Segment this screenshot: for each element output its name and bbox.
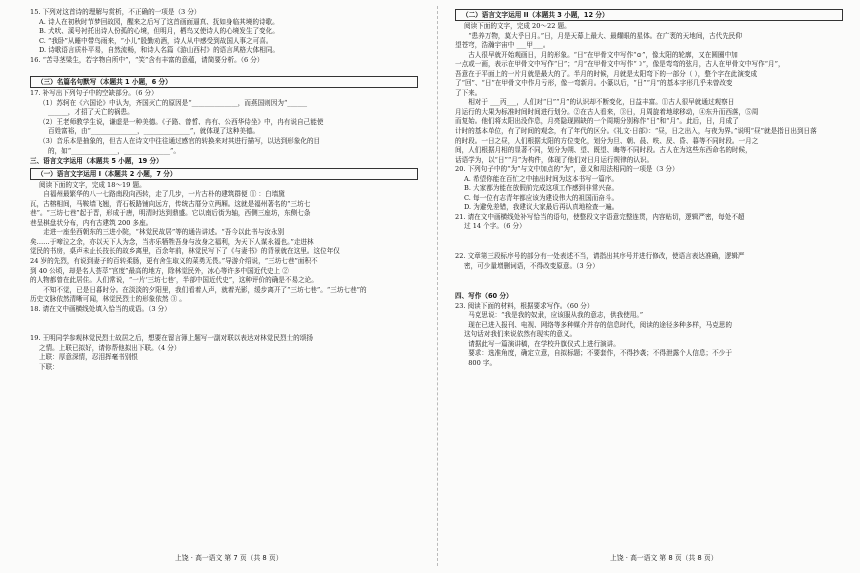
passage-1-line: 历史文脉依然清晰可闻，林觉民烈士的形象依然 ③ 。 [30, 295, 186, 304]
q23-requirement-line3: 800 字。 [468, 358, 497, 367]
passage-1-line: 不知不觉，已是日暮时分。在淡淡的夕阳里，我们看着人声，就着光影，缓步离开了“三坊七巷”。“三坊七巷”的 [43, 285, 367, 294]
q20-stem: 20. 下列句子中的“为”与文中加点的“为”，意义和用法相同的一项是（3 分） [455, 165, 679, 174]
part-4-heading: 四、写作（60 分） [455, 292, 513, 301]
q17-item1-line2: ______，才招了天亡的祸患。 [48, 108, 134, 117]
passage-2-line: 了下来。 [455, 88, 482, 97]
q23-material-line2: 现在已进入报刊、电视、网络等多种媒介并存的信息时代，阅读的途径多种多样，马克思的 [468, 320, 732, 329]
q19-lower-couplet: 下联： [39, 362, 59, 371]
q17-item3-line1: （3）音乐本是抽象的，但古人在诗文中往往通过感官的转换来对其进行描写，以达到形象化的目 [39, 137, 321, 146]
q16-stem: 16. “苦寻茎梁生，若字物自所中”，“笑”含有丰富的意蕴，请简要分析。（6 分） [30, 55, 264, 64]
left-page [30, 8, 418, 373]
passage-1-line: 24 岁的先烈，有说到妻子的百转柔肠，更有舍生取义的菜勇无畏。”导游介绍说，“三坊七巷”面积不 [30, 257, 318, 266]
q15-option-d: D. 诗歌语言质朴平易，自然流畅，和诗人名篇《游山西村》的语言风格大体相同。 [39, 46, 280, 55]
passage-2-line: 一点或一画，表示在甲骨文中写作“日”；“月”在甲骨文中写作“☽”，像是弯弯的弦月，古人在甲骨文中写作“月”， [455, 60, 785, 69]
passage-1-line: 走进一座坐西朝东的三进小院，“林觉民故居”等的通告讲述。“吾今以此书与汝永别 [43, 228, 285, 237]
q20-option-d: D. 为避免差错，我建议大家最后再认真地检查一遍。 [464, 203, 619, 212]
q19-stem-line1: 19. 王明同学参观林觉民烈士故居之后，想要在留言簿上题写一副对联以表达对林觉民烈士的颂扬 [30, 334, 313, 343]
q17-item1-line1: （1）苏轲在《六国论》中认为，齐国灭亡的原因是“______________，而燕国则因为“______ [39, 98, 308, 107]
q17-item3-line2: 的，如“______________，______________”。 [48, 146, 181, 155]
subsection-1-title: （一）语言文字运用 I（本题共 2 小题，7 分） [30, 168, 418, 180]
q23-requirement-line2: 要求：选准角度，确定立意，自拟标题；不要套作，不得抄袭；不得泄露个人信息；不少于 [468, 349, 732, 358]
q18-stem: 18. 请在文中画横线处填入恰当的成语。（3 分） [30, 304, 171, 313]
q20-option-b: B. 大家都为能在放假前完成这项工作感到非常兴奋。 [464, 184, 619, 193]
q19-stem-line2: 之情。上联已拟好，请你帮他拟出下联。（4 分） [39, 343, 181, 352]
passage-1-line: 自福州最繁华的八一七路南段向西转，走了几步，一片古朴的建筑群便 ① ：白墙黛 [43, 190, 285, 199]
page-footer-left: 上饶 · 高一语文 第 7 页（共 8 页） [175, 554, 283, 562]
q23-stem: 23. 阅读下面的材料，根据要求写作。（60 分） [455, 301, 594, 310]
q23-requirement-line1: 请据此写一篇演讲稿，在学校升旗仪式上进行演讲。 [468, 339, 620, 348]
passage-2-line: 间，人们根据月相的显著不同，划分为朔、望、既望、晦等不同时段。古人在为这些东西命名的时候， [455, 146, 752, 155]
subsection-2-title: （二）语言文字运用 II（本题共 3 小题，12 分） [455, 9, 843, 21]
q15-option-a: A. 诗人在初秋时节梦回故园，醒来之后写了这首画面逼真、抚如身临其境的诗歌。 [39, 17, 279, 26]
page-footer-right: 上饶 · 高一语文 第 8 页（共 8 页） [610, 554, 718, 562]
passage-1-line: 到 40 公顷，却是名人荟萃“宫度”最高的地方，除林觉民外，冰心等许多中国近代史上 ② [30, 266, 289, 275]
reading-instruction-1: 阅读下面的文字，完成 18～19 题。 [39, 180, 146, 189]
q19-upper-couplet: 上联：厚意深情，忍泪挥毫书别恨 [39, 353, 138, 362]
passage-2-line: 计时的基本单位，有了时间的观念，有了年代的区分。《礼文·日部》：“昼，日之出入，与夜为界。”说明“昼”就是指日出到日落 [455, 127, 817, 136]
passage-2-line: 古人很早就开始观画日，月的形象。“日”在甲骨文中写作“⊙”，像太阳的轮廓，又在圆圈中加 [468, 50, 738, 59]
passage-1-line: 瓦，古榕相间，马鞍墙飞翘，青石板路铺向远方，传统古厝分立两厢。这就是福州著名的“三坊七 [30, 199, 311, 208]
passage-2-line: “患养万物，莫大乎日月。”日，月是天幕上最大、最耀眼的星体。在广袤的天地间，古代先民仰 [468, 31, 742, 40]
q20-option-c: C. 每一位有志青年都应该为建设伟大的祖国而奋斗。 [464, 193, 619, 202]
passage-2-line: 吾意在于平面上的一片月就是最大的了。半月的时候，月就是太阳弯下的一部分（ ），整个字在此演变成 [455, 69, 758, 78]
q21-stem-line1: 21. 请在文中画横线处补写恰当的语句，使整段文字语意完整连贯，内容贴切，逻辑严密，每处不超 [455, 212, 745, 221]
reading-instruction-2: 阅读下面的文字，完成 20～22 题。 [464, 22, 571, 30]
passage-1 [30, 190, 418, 305]
q23-material-line1: 马克思说：“我是我的奴隶，应该服从我的意志，供我使用。” [468, 311, 644, 320]
passage-1-line: 巷呈棋盘状分布，内有古建筑 200 多座。 [30, 218, 153, 227]
passage-2 [455, 32, 843, 166]
passage-1-line: 矣……于啼泣之余，亦以天下人为念，当亦乐牺牲吾身与汝身之福利，为天下人谋永福也。”走进林 [30, 237, 314, 246]
q23-material-line3: 这句话对我们来说依然有现实的意义。 [464, 330, 577, 339]
q15-option-c: C. “我卧”从睡中带鸟雨来，“小儿”股勤劝酒，诗人从中感受到故国人事之可喜。 [39, 36, 273, 45]
passage-2-line: 话语学为，以“日”“月”为构件，体现了他们对日月运行规律的认识。 [455, 155, 654, 164]
passage-2-line: 而复始。他们将太阳出没作息，月亮隐现圆缺的一个周期分别称作“日”和“月”。此后，日，月成了 [455, 117, 739, 126]
passage-1-line: 巷”。“三坊七巷”起于晋，形成于唐，明清时达到鼎盛。它以南后街为轴，西侧三座坊，东侧七条 [30, 209, 311, 218]
passage-1-line: 觉民的书房，桌声未止长技长的故乡离里，百余年前，林觉民写下了《与妻书》的背景就在这里。这位年仅 [30, 247, 340, 256]
q20-option-a: A. 希望你能在百忙之中抽出时间为这本书写一篇序。 [464, 174, 619, 183]
q17-item2-line1: （2）王老师教学生说，谦虚是一种美德。《子路、曾皙、冉有、公西华侍坐》中，冉有说自己能使 [39, 117, 324, 126]
page-divider [437, 6, 438, 566]
passage-2-line: 了“回”、“日”在甲骨文中作月亏形，像一弯新月。小篆以后，“日”“月”的基本字形几乎未曾改变 [455, 79, 733, 88]
right-page [455, 8, 843, 369]
passage-2-line: 望苍穹，浩瀚宇宙中 ___甲___。 [455, 41, 550, 50]
passage-2-line: 月运行的大果为标准时间时间进行划分。②在古人看来，③日，月周旋着地球移动，④东升而西落，⑤周 [455, 107, 759, 116]
section-3-title: （三）名篇名句默写（本题共 1 小题，6 分） [30, 76, 418, 88]
passage-2-line: 相对于 ___丙___，人们对“日”“月”的认识却不断变化，日益丰富。①古人很早就通过观察日 [468, 98, 735, 107]
passage-2-line: 的时段。一日之昼，人们根据太阳的方位变化，划分为旦、朝、晨、昳、昃、昏、暮等不同时段。一月之 [455, 136, 759, 145]
q21-stem-line2: 过 14 个字。（6 分） [464, 222, 526, 231]
q17-item2-line2: 百姓富裕，由“______________，______________”，就体现了这种美德。 [48, 127, 260, 136]
passage-1-line: 的人物都曾在此居住。人们常说，“一片‘三坊七巷’，半部中国近代史”，这种评价的确是不易之论。 [30, 276, 318, 285]
q22-stem-line2: 密，可少量增删词语，不得改变原意。（3 分） [464, 261, 599, 270]
q17-stem: 17. 补写出下列句子中的空缺部分。（6 分） [30, 89, 158, 98]
q22-stem-line1: 22. 文章第三段标序号的部分有一处表述不当，请指出其序号并进行修改，使语言表达准确，逻辑严 [455, 252, 745, 261]
q15-option-b: B. 犬吠、溪号衬托出诗人份孤的心境，但明月，栖鸟又使诗人的心境发生了变化。 [39, 27, 279, 36]
part-3-heading: 三、语言文字运用（本题共 5 小题，19 分） [30, 157, 163, 166]
q15-stem: 15. 下列对这首诗的理解与赏析，不正确的一项是（3 分） [30, 8, 201, 16]
